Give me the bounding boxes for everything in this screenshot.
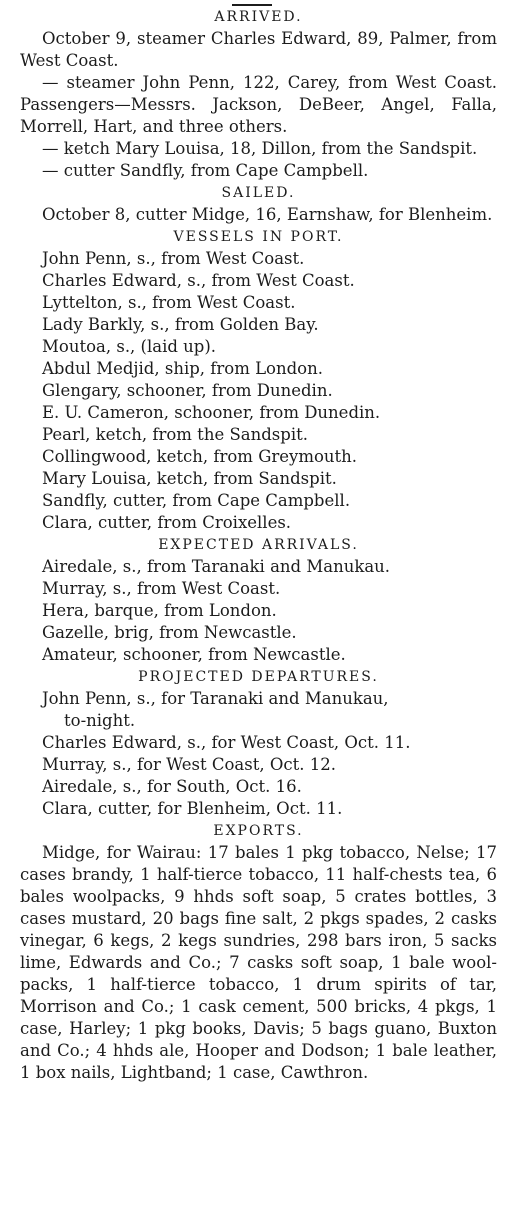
in-port-item: E. U. Cameron, schooner, from Dunedin. <box>42 403 381 422</box>
exports-heading: EXPORTS. <box>213 823 304 839</box>
departures-heading: PROJECTED DEPARTURES. <box>138 669 379 685</box>
departure-item: Clara, cutter, for Blenheim, Oct. 11. <box>42 799 343 818</box>
in-port-item: Lyttelton, s., from West Coast. <box>42 293 296 312</box>
arrived-heading: ARRIVED. <box>214 9 303 25</box>
departure-item <box>20 688 497 732</box>
expected-item: Gazelle, brig, from Newcastle. <box>42 623 297 642</box>
arrived-entry: October 9, steamer Charles Edward, 89, Palmer, from West Coast. <box>20 29 497 70</box>
expected-item: Airedale, s., from Taranaki and Manukau. <box>42 557 391 576</box>
exports-entry: Midge, for Wairau: 17 bales 1 pkg tobacco, Nelse; 17 cases brandy, 1 half-tierce tobacco, 11 half-chests tea, 6 bales woolpacks, 9 hhds soft soap, 5 crates bottles, 3 cases mustard, 20 bags fine salt, 2 pkgs spades, 2 casks vinegar, 6 kegs, 2 kegs sundries, 298 bars iron, 5 sacks lime, Edwards and Co.; 7 casks soft soap, 1 bale wool-packs, 1 half-tierce tobacco, 1 drum spirits of tar, Morrison and Co.; 1 cask cement, 500 bricks, 4 pkgs, 1 case, Harley; 1 pkg books, Davis; 5 bags guano, Buxton and Co.; 4 hhds ale, Hooper and Dodson; 1 bale leather, 1 box nails, Lightband; 1 case, Cawthron. <box>20 843 497 1082</box>
departure-item: Murray, s., for West Coast, Oct. 12. <box>42 755 336 774</box>
arrived-entry: — cutter Sandfly, from Cape Campbell. <box>42 161 369 180</box>
arrived-entry: — ketch Mary Louisa, 18, Dillon, from the Sandspit. <box>42 139 478 158</box>
in-port-item: Glengary, schooner, from Dunedin. <box>42 381 333 400</box>
in-port-item: Abdul Medjid, ship, from London. <box>42 359 323 378</box>
in-port-item: Sandfly, cutter, from Cape Campbell. <box>42 491 351 510</box>
departure-item: Charles Edward, s., for West Coast, Oct. 11. <box>42 733 411 752</box>
arrived-entry: — steamer John Penn, 122, Carey, from West Coast. Passengers—Messrs. Jackson, DeBeer, Angel, Falla, Morrell, Hart, and three others. <box>20 73 497 136</box>
in-port-item: John Penn, s., from West Coast. <box>42 249 305 268</box>
in-port-heading: VESSELS IN PORT. <box>173 229 344 245</box>
expected-heading: EXPECTED ARRIVALS. <box>158 537 359 553</box>
expected-item: Amateur, schooner, from Newcastle. <box>42 645 346 664</box>
in-port-item: Mary Louisa, ketch, from Sandspit. <box>42 469 337 488</box>
in-port-item: Collingwood, ketch, from Greymouth. <box>42 447 358 466</box>
sailed-entry: October 8, cutter Midge, 16, Earnshaw, for Blenheim. <box>42 205 493 224</box>
departure-item: Airedale, s., for South, Oct. 16. <box>42 777 302 796</box>
in-port-item: Charles Edward, s., from West Coast. <box>42 271 355 290</box>
in-port-item: Moutoa, s., (laid up). <box>42 337 217 356</box>
departure-item-line: John Penn, s., for Taranaki and Manukau, <box>42 689 389 708</box>
in-port-item: Clara, cutter, from Croixelles. <box>42 513 292 532</box>
in-port-item: Lady Barkly, s., from Golden Bay. <box>42 315 319 334</box>
departure-item-continuation: to-night. <box>64 711 136 730</box>
in-port-item: Pearl, ketch, from the Sandspit. <box>42 425 308 444</box>
expected-item: Murray, s., from West Coast. <box>42 579 281 598</box>
expected-item: Hera, barque, from London. <box>42 601 277 620</box>
sailed-heading: SAILED. <box>221 185 296 201</box>
top-rule <box>232 4 272 6</box>
